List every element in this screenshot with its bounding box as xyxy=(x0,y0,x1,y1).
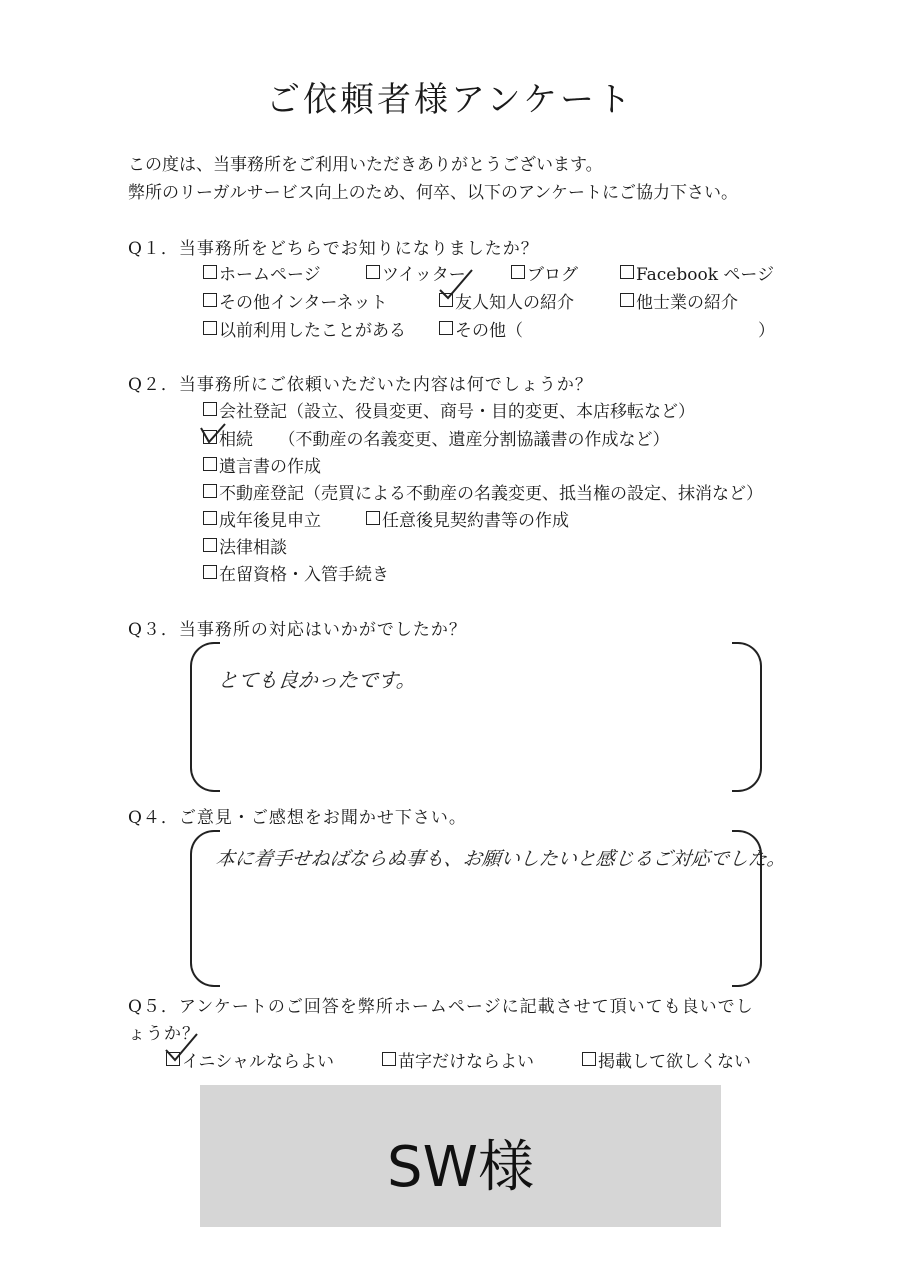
q2-option-guardianship[interactable]: 成年後見申立 xyxy=(203,506,321,531)
q5-option-initials[interactable]: イニシャルならよい xyxy=(166,1047,334,1072)
checkbox-icon xyxy=(366,265,380,279)
checkbox-icon xyxy=(203,511,217,525)
q2-option-inheritance[interactable]: 相続 （不動産の名義変更、遺産分割協議書の作成など） xyxy=(203,425,670,450)
q2-option-will[interactable]: 遺言書の作成 xyxy=(203,452,321,477)
right-bracket xyxy=(732,642,762,792)
checkbox-icon xyxy=(203,484,217,498)
q1-option-other[interactable]: その他（ xyxy=(439,316,523,341)
q5-question-line-1: Q５．アンケートのご回答を弊所ホームページに記載させて頂いても良いでし xyxy=(128,997,754,1017)
q1-option-homepage[interactable]: ホームページ xyxy=(203,260,321,285)
q1-option-blog[interactable]: ブログ xyxy=(511,260,578,285)
q4-question: Q４．ご意見・ご感想をお聞かせ下さい。 xyxy=(128,808,467,828)
intro-line-2: 弊所のリーガルサービス向上のため、何卒、以下のアンケートにご協力下さい。 xyxy=(128,183,738,203)
q3-question: Q３．当事務所の対応はいかがでしたか？ xyxy=(128,620,467,640)
q4-answer-box[interactable] xyxy=(190,830,788,985)
q1-option-other-internet[interactable]: その他インターネット xyxy=(203,288,387,313)
signature-name: SW様 xyxy=(387,1135,534,1200)
checkbox-icon xyxy=(166,1052,180,1066)
checkbox-icon xyxy=(439,293,453,307)
checkbox-icon xyxy=(203,321,217,335)
q1-question: Q１．当事務所をどちらでお知りになりましたか？ xyxy=(128,239,539,259)
signature-box xyxy=(200,1085,721,1227)
left-bracket xyxy=(190,642,220,792)
q1-option-twitter[interactable]: ツイッター xyxy=(366,260,466,285)
q1-option-friend-referral[interactable]: 友人知人の紹介 xyxy=(439,288,574,313)
checkbox-icon xyxy=(620,293,634,307)
q2-option-legal-consultation[interactable]: 法律相談 xyxy=(203,533,287,558)
checkbox-icon xyxy=(620,265,634,279)
checkbox-icon xyxy=(203,402,217,416)
checkbox-icon xyxy=(203,430,217,444)
q2-option-residence-status[interactable]: 在留資格・入管手続き xyxy=(203,560,389,585)
q5-option-surname[interactable]: 苗字だけならよい xyxy=(382,1047,534,1072)
page-title: ご依頼者様アンケート xyxy=(266,80,634,120)
q2-option-real-estate[interactable]: 不動産登記（売買による不動産の名義変更、抵当権の設定、抹消など） xyxy=(203,479,763,504)
checkbox-icon xyxy=(203,538,217,552)
q2-option-company-registration[interactable]: 会社登記（設立、役員変更、商号・目的変更、本店移転など） xyxy=(203,397,695,422)
checkbox-icon xyxy=(511,265,525,279)
q5-question-line-2: ょうか？ xyxy=(128,1024,200,1044)
checkbox-icon xyxy=(203,457,217,471)
checkbox-icon xyxy=(582,1052,596,1066)
q4-handwritten-answer: 本に着手せねばならぬ事も、お願いしたいと感じるご対応でした。 xyxy=(214,848,788,870)
intro-line-1: この度は、当事務所をご利用いただきありがとうございます。 xyxy=(128,155,603,175)
q1-option-facebook[interactable]: Facebook ページ xyxy=(620,260,774,285)
checkbox-icon xyxy=(203,265,217,279)
q5-option-no-publish[interactable]: 掲載して欲しくない xyxy=(582,1047,751,1072)
q2-question: Q２．当事務所にご依頼いただいた内容は何でしょうか？ xyxy=(128,375,593,395)
checkbox-icon xyxy=(366,511,380,525)
q2-option-voluntary-guardianship[interactable]: 任意後見契約書等の作成 xyxy=(366,506,569,531)
checkbox-icon xyxy=(203,565,217,579)
q3-answer-box[interactable] xyxy=(190,642,762,790)
checkbox-icon xyxy=(203,293,217,307)
checkbox-icon xyxy=(382,1052,396,1066)
q1-option-other-professional[interactable]: 他士業の紹介 xyxy=(620,288,738,313)
q1-other-close-paren: ） xyxy=(758,321,775,341)
checkbox-icon xyxy=(439,321,453,335)
q1-option-previous-use[interactable]: 以前利用したことがある xyxy=(203,316,406,341)
q3-handwritten-answer: とても良かったです。 xyxy=(216,668,418,692)
